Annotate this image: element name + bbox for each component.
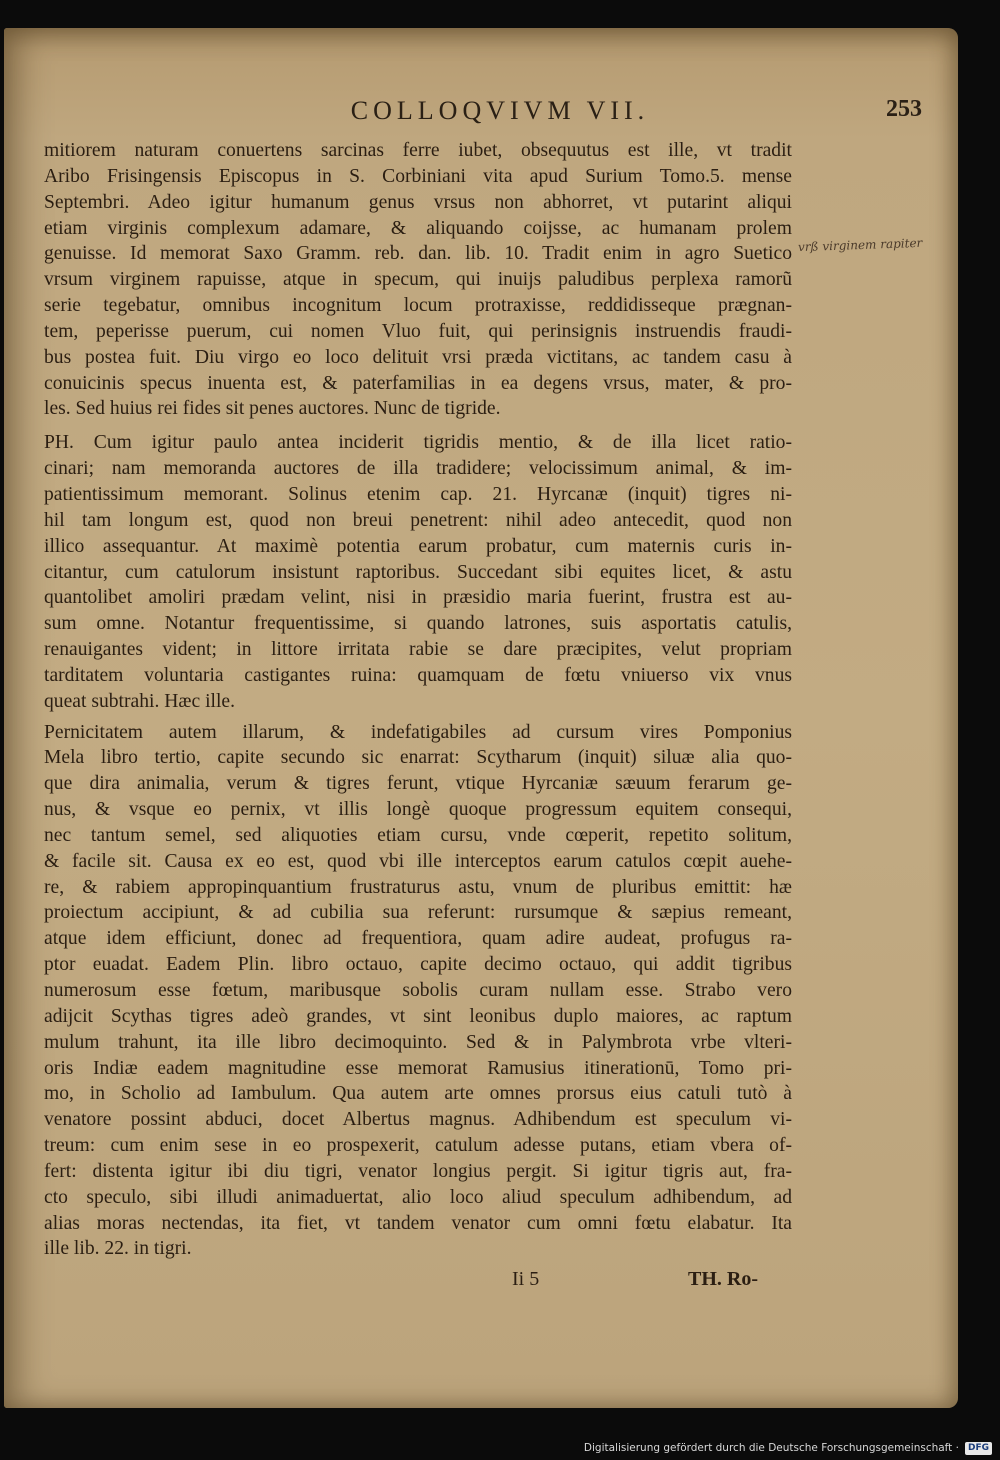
- text-line: nec tantum semel, sed aliquoties etiam cursu, vnde cœperit, repetito solitum,: [44, 824, 792, 846]
- text-line: sum omne. Notantur frequentissime, si quando latrones, suis asportatis catulis,: [44, 613, 792, 635]
- text-line: & facile sit. Causa ex eo est, quod vbi ille interceptos earum catulos cœpit auehe-: [44, 850, 792, 872]
- text-line: Septembri. Adeo igitur humanum genus vrsus non abhorret, vt putarint aliqui: [44, 191, 792, 213]
- paragraph: [44, 430, 792, 714]
- text-line: hil tam longum est, quod non breui penetrent: nihil adeo antecedit, quod non: [44, 509, 792, 531]
- text-line: que dira animalia, verum & tigres ferunt, vtique Hyrcaniæ sæuum ferarum ge-: [44, 773, 792, 795]
- body-text: [44, 138, 792, 1262]
- text-line: serie tegebatur, omnibus incognitum locum protraxisse, reddidisseque prægnan-: [44, 295, 792, 317]
- paragraph-gap: [44, 422, 792, 430]
- text-line: illico assequantur. At maximè potentia earum probatur, cum maternis curis in-: [44, 535, 792, 557]
- text-line: ille lib. 22. in tigri.: [44, 1238, 192, 1260]
- text-line: adijcit Scythas tigres adeò grandes, vt sint leonibus duplo maiores, ac raptum: [44, 1005, 792, 1027]
- text-line: quantolibet amoliri prædam velint, nisi in præsidio maria fuerint, frustra est au-: [44, 587, 792, 609]
- text-line: cto speculo, sibi illudi animaduertat, alio loco aliud speculum adhibendum, ad: [44, 1186, 792, 1208]
- text-line: venatore possint abduci, docet Albertus magnus. Adhibendum est speculum vi-: [44, 1109, 792, 1131]
- text-line: treum: cum enim sese in eo prospexerit, catulum adesse putans, etiam vbera of-: [44, 1135, 792, 1157]
- text-line: citantur, cum catulorum insistunt raptoribus. Succedant sibi equites licet, & astu: [44, 561, 792, 583]
- paragraph: [44, 720, 792, 1263]
- text-line: Aribo Frisingensis Episcopus in S. Corbiniani vita apud Surium Tomo.5. mense: [44, 165, 792, 187]
- handwritten-margin-note: vrß virginem rapiter: [797, 235, 923, 255]
- dfg-logo-icon: DFG: [965, 1442, 992, 1455]
- text-line: re, & rabiem appropinquantium frustraturus astu, vnum de pluribus emittit: hæ: [44, 876, 792, 898]
- text-line: conuicinis specus inuenta est, & paterfamilias in ea degens vrsus, mater, & pro-: [44, 372, 792, 394]
- text-line: renauigantes vident; in littore irritata rabie se dare præcipites, velut propriam: [44, 639, 792, 661]
- text-line: les. Sed huius rei fides sit penes auctores. Nunc de tigride.: [44, 398, 501, 420]
- paragraph: [44, 138, 792, 422]
- text-line: oris Indiæ eadem magnitudine esse memorat Ramusius itinerationū, Tomo pri-: [44, 1057, 792, 1079]
- text-line: bus postea fuit. Diu virgo eo loco delituit vrsi præda victitans, ac tandem casu à: [44, 346, 792, 368]
- text-line: nus, & vsque eo pernix, vt illis longè quoque progressum equitem consequi,: [44, 799, 792, 821]
- text-line: tarditatem voluntaria castigantes ruina: quamquam de fœtu vniuerso vix vnus: [44, 664, 792, 686]
- text-line: Pernicitatem autem illarum, & indefatigabiles ad cursum vires Pomponius: [44, 721, 792, 743]
- text-line: fert: distenta igitur ibi diu tigri, venator longius pergit. Si igitur tigris aut, fra-: [44, 1160, 792, 1182]
- text-line: cinari; nam memoranda auctores de illa tradidere; velocissimum animal, & im-: [44, 458, 792, 480]
- running-head: [60, 96, 940, 136]
- text-line: alias moras nectendas, ita fiet, vt tandem venator cum omni fœtu elabatur. Ita: [44, 1212, 792, 1234]
- text-line: Mela libro tertio, capite secundo sic enarrat: Scytharum (inquit) siluæ alia quo-: [44, 747, 792, 769]
- text-line: etiam virginis complexum adamare, & aliquando coijsse, ac humanam prolem: [44, 217, 792, 239]
- text-line: vrsum virginem rapuisse, atque in specum, qui inuijs paludibus perplexa ramorũ: [44, 269, 792, 291]
- text-line: proiectum accipiunt, & ad cubilia sua referunt: rursumque & sæpius remeant,: [44, 902, 792, 924]
- text-line: patientissimum memorant. Solinus etenim cap. 21. Hyrcanæ (inquit) tigres ni-: [44, 483, 792, 505]
- text-line: ptor euadat. Eadem Plin. libro octauo, capite decimo octauo, qui addit tigribus: [44, 954, 792, 976]
- page-number: 253: [886, 96, 922, 122]
- signature-mark: Ii 5: [512, 1268, 540, 1290]
- text-line: genuisse. Id memorat Saxo Gramm. reb. dan. lib. 10. Tradit enim in agro Suetico: [44, 243, 792, 265]
- chapter-title: COLLOQVIVM VII.: [350, 96, 650, 125]
- text-line: numerosum esse fœtum, maribusque sobolis curam nullam esse. Strabo vero: [44, 980, 792, 1001]
- text-line: queat subtrahi. Hæc ille.: [44, 690, 235, 712]
- text-line: mo, in Scholio ad Iambulum. Qua autem arte omnes prorsus eius catuli tutò à: [44, 1083, 792, 1105]
- text-line: mulum trahunt, ita ille libro decimoquinto. Sed & in Palymbrota vrbe vlteri-: [44, 1031, 792, 1053]
- text-line: atque idem efficiunt, donec ad frequentiora, quam adire audeat, profugus ra-: [44, 928, 792, 950]
- digitization-credit: [584, 1440, 992, 1456]
- text-line: tem, peperisse puerum, cui nomen Vluo fuit, qui perinsignis instruendis fraudi-: [44, 320, 792, 342]
- catchword: TH. Ro-: [688, 1268, 758, 1290]
- credit-text: Digitalisierung gefördert durch die Deutsche Forschungsgemeinschaft ·: [583, 1442, 959, 1454]
- text-line: mitiorem naturam conuertens sarcinas ferre iubet, obsequutus est ille, vt tradit: [44, 140, 792, 161]
- text-line: PH. Cum igitur paulo antea inciderit tigridis mentio, & de illa licet ratio-: [44, 432, 792, 454]
